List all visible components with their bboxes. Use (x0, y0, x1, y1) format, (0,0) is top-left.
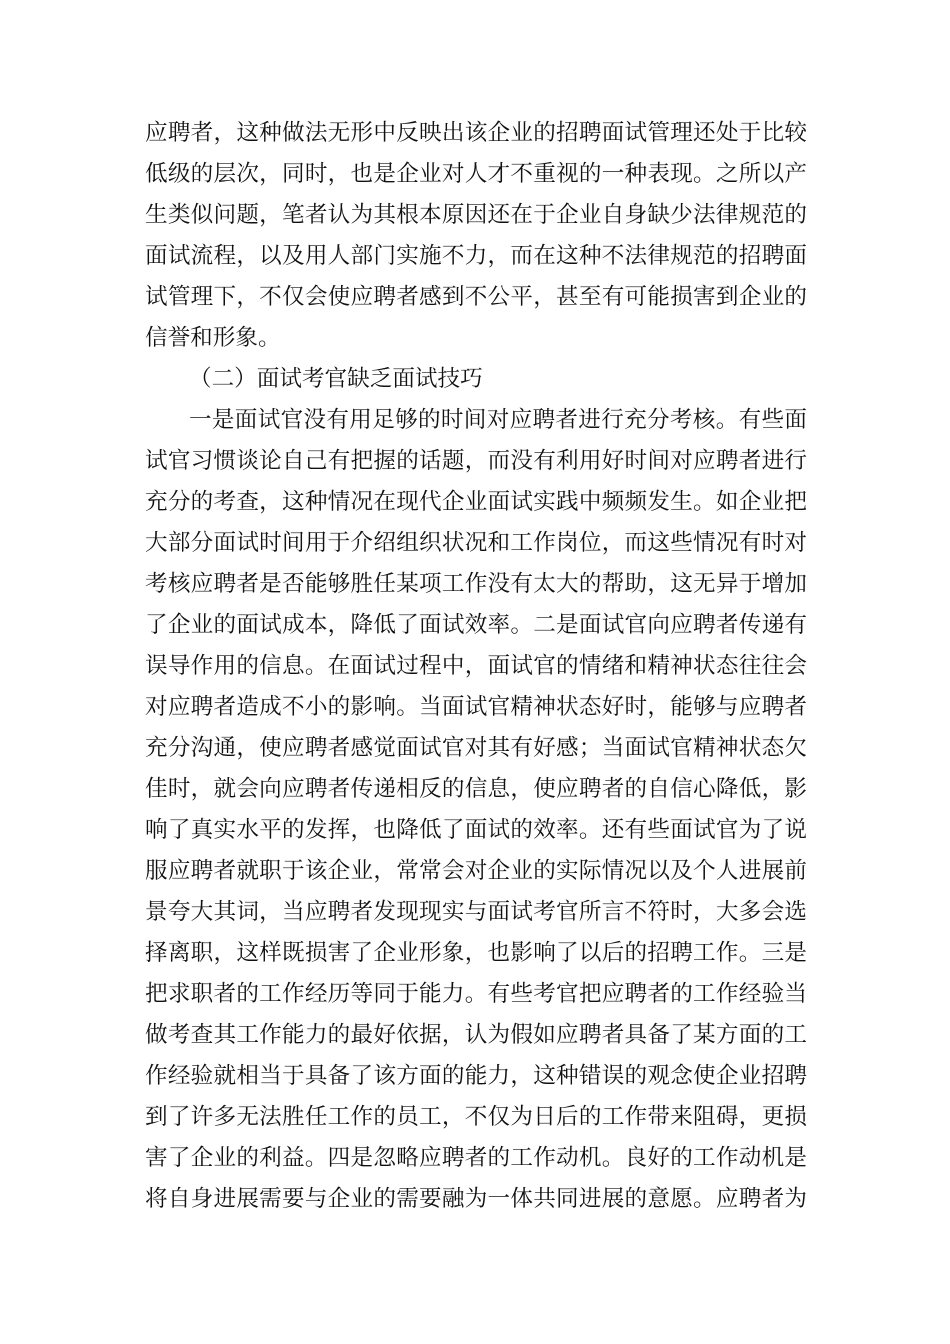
paragraph-line: 低级的层次，同时，也是企业对人才不重视的一种表现。之所以产 (145, 161, 807, 187)
paragraph-line: 择离职，这样既损害了企业形象，也影响了以后的招聘工作。三是 (145, 940, 807, 966)
paragraph-line: 信誉和形象。 (145, 325, 281, 351)
paragraph-line: 面试流程，以及用人部门实施不力，而在这种不法律规范的招聘面 (145, 243, 807, 269)
paragraph-line: 试官习惯谈论自己有把握的话题，而没有利用好时间对应聘者进行 (145, 448, 807, 474)
paragraph-line: 应聘者，这种做法无形中反映出该企业的招聘面试管理还处于比较 (145, 120, 807, 146)
paragraph-line: 将自身进展需要与企业的需要融为一体共同进展的意愿。应聘者为 (145, 1186, 807, 1212)
paragraph-line: 试管理下，不仅会使应聘者感到不公平，甚至有可能损害到企业的 (145, 284, 807, 310)
paragraph-line: 对应聘者造成不小的影响。当面试官精神状态好时，能够与应聘者 (145, 694, 807, 720)
paragraph-line: 误导作用的信息。在面试过程中，面试官的情绪和精神状态往往会 (145, 653, 807, 679)
paragraph-line: 充分沟通，使应聘者感觉面试官对其有好感；当面试官精神状态欠 (145, 735, 807, 761)
paragraph-line: 把求职者的工作经历等同于能力。有些考官把应聘者的工作经验当 (145, 981, 807, 1007)
paragraph-line: 作经验就相当于具备了该方面的能力，这种错误的观念使企业招聘 (145, 1063, 807, 1089)
section-heading: （二）面试考官缺乏面试技巧 (189, 366, 483, 392)
paragraph-line: 充分的考查，这种情况在现代企业面试实践中频频发生。如企业把 (145, 489, 807, 515)
paragraph-line: 响了真实水平的发挥，也降低了面试的效率。还有些面试官为了说 (145, 817, 807, 843)
paragraph-line: 考核应聘者是否能够胜任某项工作没有太大的帮助，这无异于增加 (145, 571, 807, 597)
paragraph-line: 害了企业的利益。四是忽略应聘者的工作动机。良好的工作动机是 (145, 1145, 807, 1171)
paragraph-line: 做考查其工作能力的最好依据，认为假如应聘者具备了某方面的工 (145, 1022, 807, 1048)
paragraph-line: 景夸大其词，当应聘者发现现实与面试考官所言不符时，大多会选 (145, 899, 807, 925)
paragraph-line: 服应聘者就职于该企业，常常会对企业的实际情况以及个人进展前 (145, 858, 807, 884)
paragraph-line: 生类似问题，笔者认为其根本原因还在于企业自身缺少法律规范的 (145, 202, 807, 228)
paragraph-line: 到了许多无法胜任工作的员工，不仅为日后的工作带来阻碍，更损 (145, 1104, 807, 1130)
paragraph-line: 一是面试官没有用足够的时间对应聘者进行充分考核。有些面 (189, 407, 807, 433)
paragraph-line: 佳时，就会向应聘者传递相反的信息，使应聘者的自信心降低，影 (145, 776, 807, 802)
paragraph-line: 大部分面试时间用于介绍组织状况和工作岗位，而这些情况有时对 (145, 530, 807, 556)
paragraph-line: 了企业的面试成本，降低了面试效率。二是面试官向应聘者传递有 (145, 612, 807, 638)
